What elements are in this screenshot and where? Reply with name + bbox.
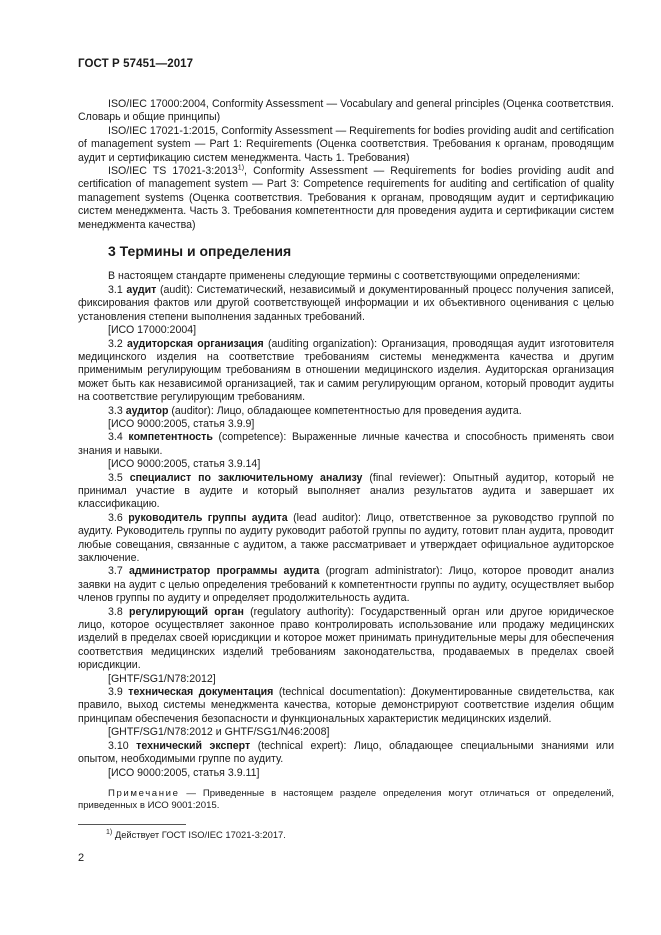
term-number: 3.4: [108, 431, 123, 444]
term-text: (technical expert): Лицо, обладающее специальными знаниями или опытом, необходимыми группе по аудиту.: [78, 739, 614, 766]
term-text: (regulatory authority): Государственный орган или другое юридическое лицо, которое осуществляет законное право контролировать использование или продажу медицинских изделий в пределах своей юрисдикции и которое может принимать принудительные меры для обеспечения соответствия медицинских изделий требованиям законодательства, продаваемых в пределах своей юрисдикции.: [78, 605, 614, 672]
note-text: — Приведенные в настоящем разделе определения могут отличаться от определений, приведенных в ИСО 9001:2015.: [78, 787, 614, 812]
term-name: технический эксперт: [136, 739, 251, 752]
term-number: 3.10: [108, 739, 129, 752]
term-name: администратор программы аудита: [128, 565, 320, 578]
footnote-text: Действует ГОСТ ISO/IEC 17021-3:2017.: [112, 829, 286, 840]
term-number: 3.1: [108, 283, 123, 296]
term-text: (technical documentation): Документированные свидетельства, как правило, выход системы менеджмента качества, которые демонстрируют соответствие изделия общим принципам обеспечения безопасности и функциональных характеристик медицинских изделий.: [78, 686, 615, 725]
reference-3-rest: , Conformity Assessment — Requirements for bodies providing audit and certification of management system — Part 3: Competence requirements for auditing and certification of quality management systems (Оценка соответствия. Требования к органам, проводящим аудит и сертификацию систем менеджмента. Часть 3. Требования компетентности для проведения аудита и сертификации систем менеджмента качества): [78, 165, 614, 231]
term-text: (lead auditor): Лицо, ответственное за руководство группой по аудиту. Руководитель группы по аудиту руководит работой группы по аудиту, готовит план аудита, проводит любые совещания, связанные с аудитом, а также рассматривает и утверждает официальное аудиторское заключение.: [78, 511, 615, 564]
term-number: 3.7: [108, 565, 123, 578]
term-text: (competence): Выраженные личные качества и способность применять свои знания и навыки.: [78, 431, 614, 457]
reference-1: ISO/IEC 17000:2004, Conformity Assessment — Vocabulary and general principles (Оценка соответствия. Словарь и общие принципы): [78, 98, 614, 124]
term-number: 3.3: [108, 404, 123, 417]
footnote-divider: [78, 824, 186, 825]
reference-3-prefix: ISO/IEC TS 17021-3:2013: [108, 165, 238, 178]
note: [78, 788, 614, 813]
reference-3: [78, 165, 614, 232]
term-source: [ИСО 9000:2005, статья 3.9.14]: [108, 458, 261, 471]
term-number: 3.5: [108, 471, 123, 484]
footnote-marker: 1): [237, 164, 245, 172]
term-number: 3.6: [108, 511, 123, 524]
term-source: [ИСО 9000:2005, статья 3.9.11]: [108, 766, 260, 779]
term-text: (auditing organization): Организация, проводящая аудит изготовителя медицинского изделия на соответствие требованиям системы менеджмента качества и другим применимым регулирующим требованиям в отношении медицинского изделия. Аудиторская организация может быть как независимой организацией, так и самим регулирующим органом, который проводит аудиты на соответствие регулирующим требованиям.: [78, 337, 614, 404]
footnote: [106, 829, 286, 841]
term-source: [GHTF/SG1/N78:2012]: [108, 672, 216, 685]
term-definition: [78, 405, 614, 418]
term-definition: [78, 606, 614, 673]
term-text: (auditor): Лицо, обладающее компетентностью для проведения аудита.: [168, 404, 522, 417]
term-name: аудитор: [125, 404, 169, 417]
term-number: 3.2: [108, 337, 123, 350]
term-name: компетентность: [128, 431, 213, 444]
term-definition: [78, 512, 614, 566]
document-id: ГОСТ Р 57451—2017: [78, 58, 194, 70]
term-definition: [78, 338, 614, 405]
note-label: Примечание: [108, 787, 180, 799]
term-name: регулирующий орган: [128, 605, 244, 618]
term-source: [ИСО 17000:2004]: [108, 324, 197, 337]
term-number: 3.9: [108, 686, 123, 699]
page-number: 2: [78, 852, 85, 864]
term-definition: [78, 740, 614, 767]
terms-list: [78, 284, 614, 780]
term-name: техническая документация: [128, 686, 274, 699]
term-name: аудит: [126, 283, 157, 296]
term-number: 3.8: [108, 605, 123, 618]
term-definition: [78, 472, 614, 512]
term-source: [ИСО 9000:2005, статья 3.9.9]: [108, 417, 255, 430]
page-body: [78, 98, 614, 813]
term-definition: [78, 565, 614, 605]
term-text: (program administrator): Лицо, которое проводит анализ заявки на аудит с целью определения требований к компетентности группы по аудиту, осуществляет выбор членов группы по аудиту и определяет продолжительность аудита.: [78, 565, 615, 605]
term-name: специалист по заключительному анализу: [129, 471, 363, 484]
term-definition: [78, 431, 614, 458]
term-name: аудиторская организация: [127, 337, 264, 350]
term-source: [GHTF/SG1/N78:2012 и GHTF/SG1/N46:2008]: [108, 726, 330, 739]
term-name: руководитель группы аудита: [128, 511, 288, 524]
footnote-number: 1): [106, 828, 113, 836]
term-text: (final reviewer): Опытный аудитор, который не принимал участие в аудите и который выполняет анализ результатов аудита и завершает их классификацию.: [78, 471, 614, 511]
term-definition: [78, 284, 614, 324]
section-heading: 3 Термины и определения: [108, 243, 292, 260]
reference-2: ISO/IEC 17021-1:2015, Conformity Assessment — Requirements for bodies providing audit and certification of management system — Part 1: Requirements (Оценка соответствия. Требования к органам, проводящим аудит и сертификацию систем менеджмента. Часть 1. Требования): [78, 124, 614, 164]
term-definition: [78, 686, 614, 726]
section-intro: В настоящем стандарте применены следующие термины с соответствующими определениями:: [108, 270, 581, 283]
term-text: (audit): Систематический, независимый и документированный процесс получения записей, фиксирования фактов или другой соответствующей информации и их объективного оценивания с целью установления степени выполнения заданных требований.: [78, 283, 614, 323]
